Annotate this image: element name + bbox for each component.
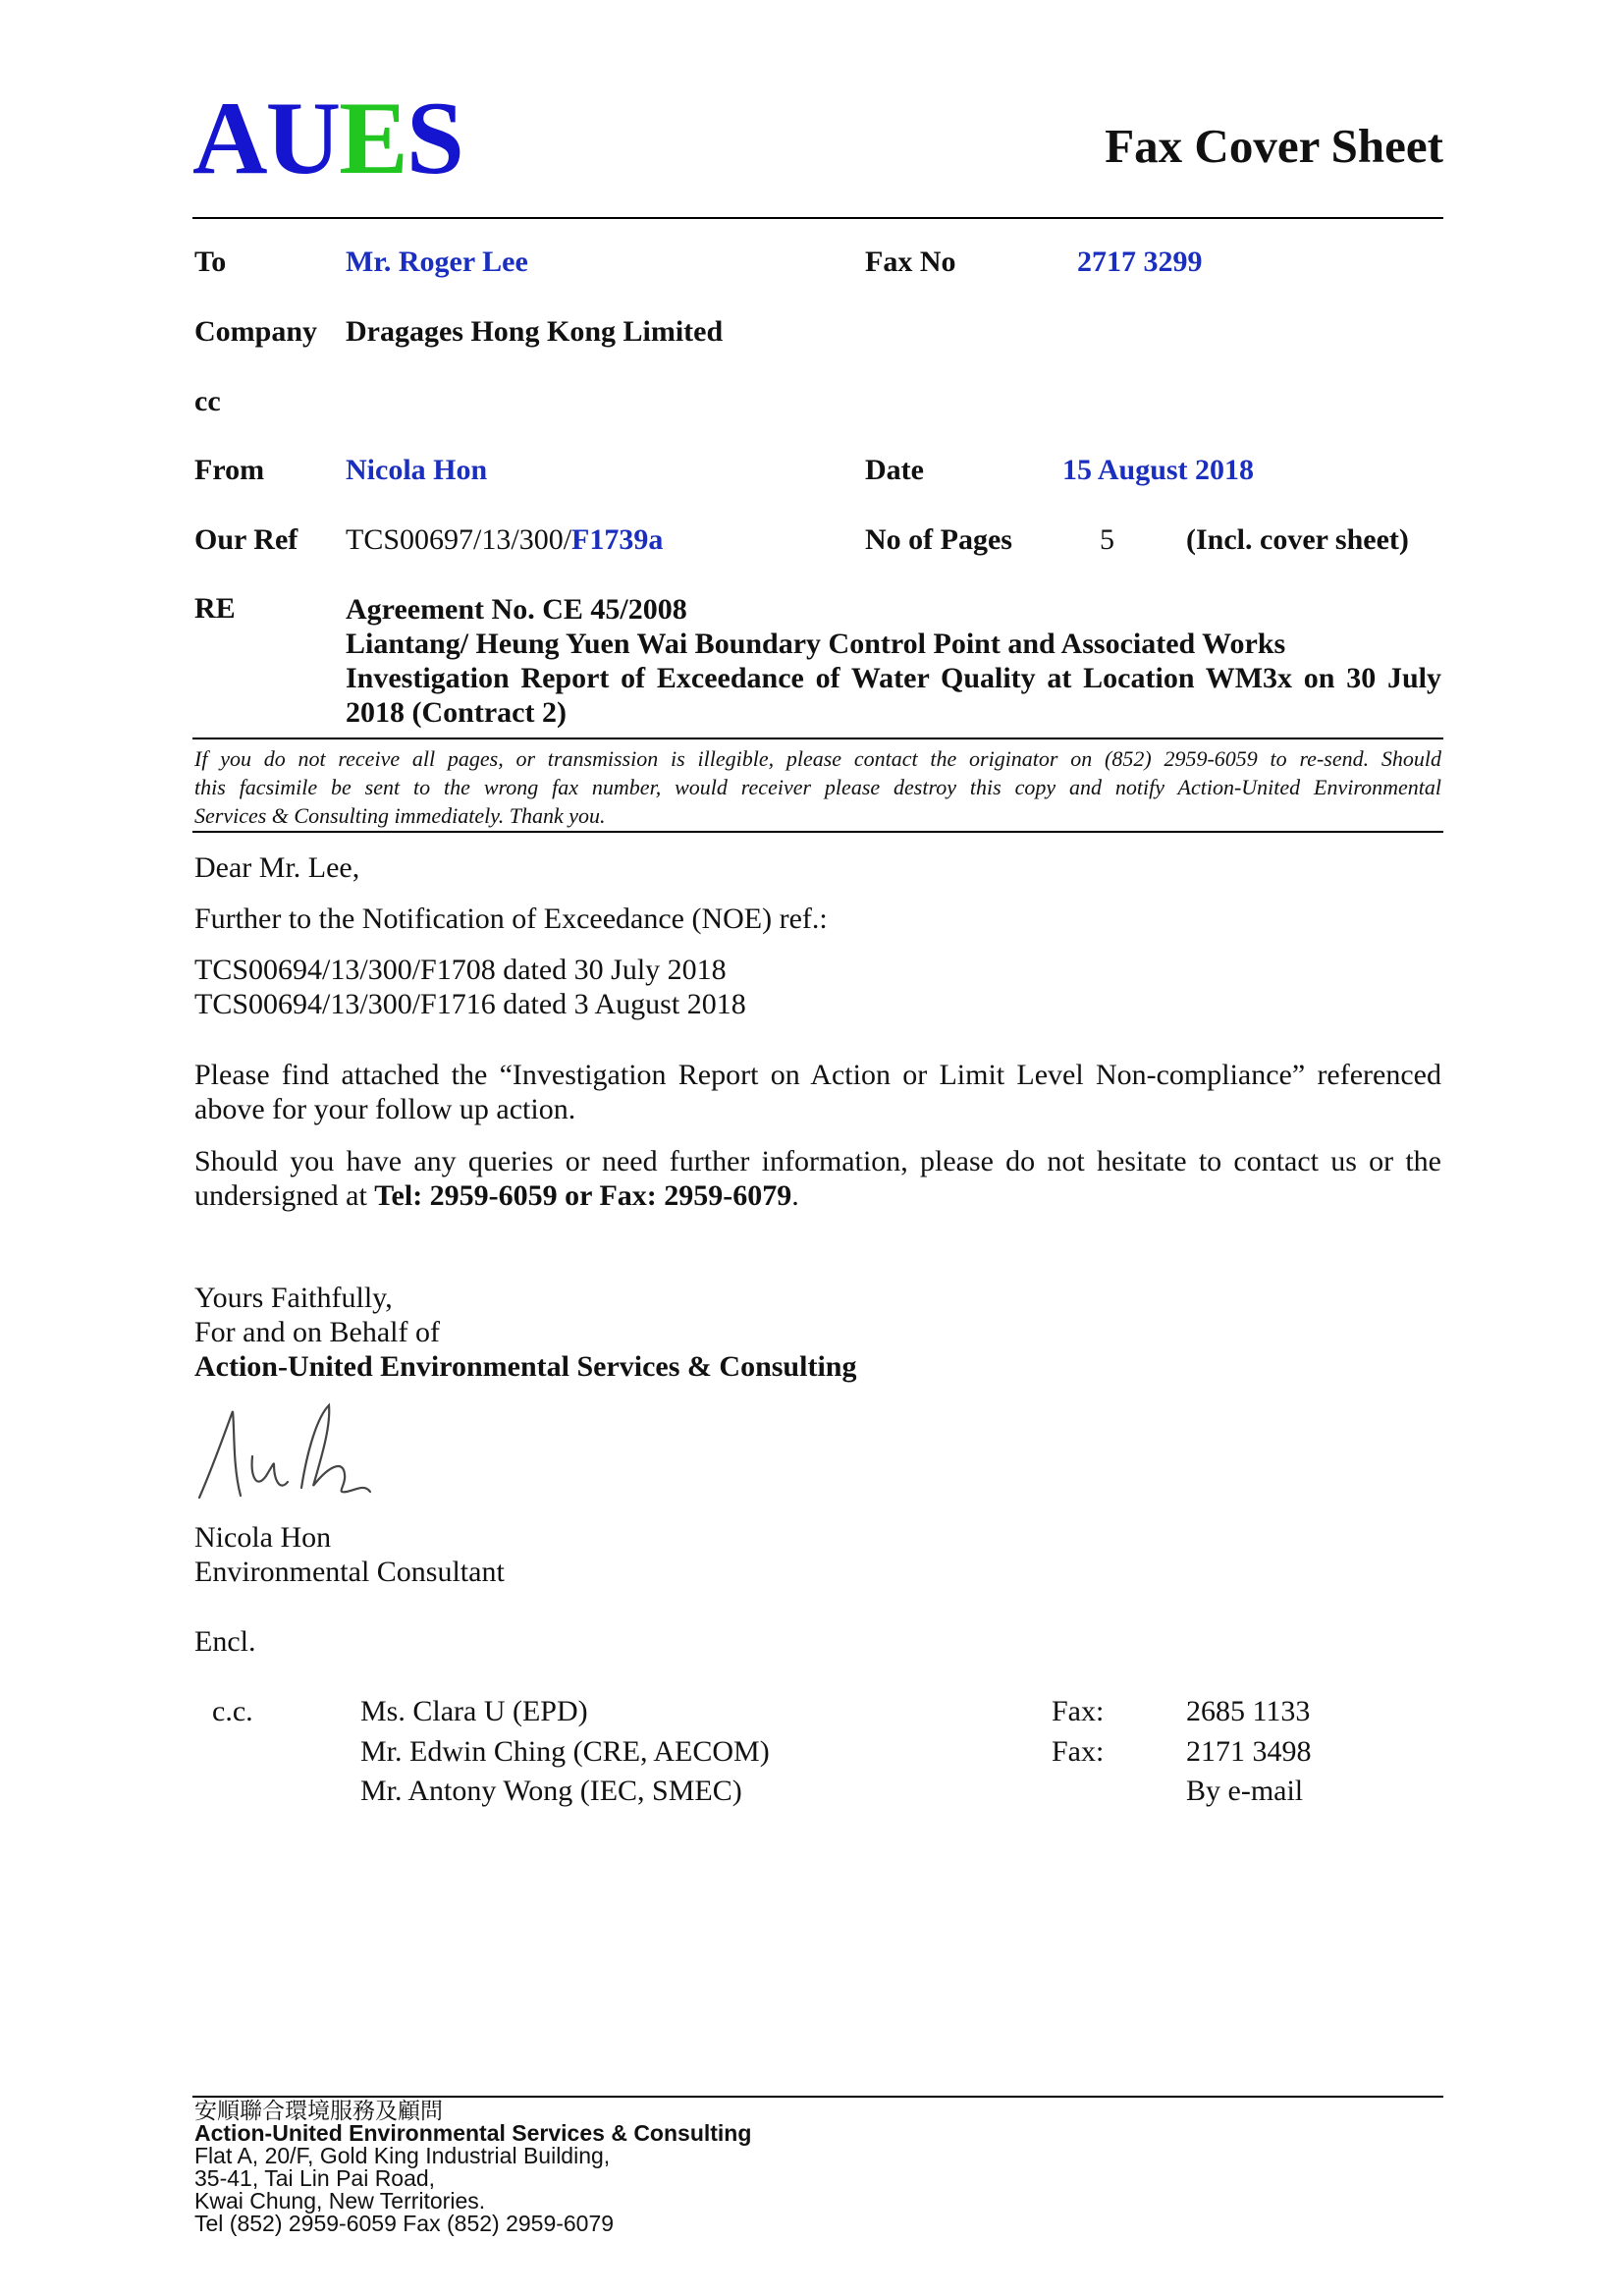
disclaimer-line: this facsimile be sent to the wrong fax number, would receiver please destroy this copy and notify Action-United Environmental	[194, 775, 1441, 799]
to-label: To	[194, 246, 227, 278]
signer-name: Nicola Hon	[194, 1521, 332, 1554]
logo-letter: E	[339, 81, 406, 195]
date-value: 15 August 2018	[1062, 454, 1255, 486]
company-logo	[192, 81, 462, 195]
pages-note: (Incl. cover sheet)	[1186, 523, 1409, 556]
pages-value: 5	[1100, 523, 1114, 556]
on-behalf: For and on Behalf of	[194, 1316, 440, 1348]
date-label: Date	[865, 454, 924, 486]
re-subject	[346, 592, 1441, 730]
footer-company: Action-United Environmental Services & Consulting	[194, 2120, 752, 2146]
cc-recipient-method: Fax:	[1052, 1735, 1105, 1768]
cc-list-label: c.c.	[212, 1695, 253, 1727]
disclaimer-line: Services & Consulting immediately. Thank you.	[194, 803, 606, 828]
from-label: From	[194, 454, 265, 486]
sender-company: Action-United Environmental Services & Consulting	[194, 1350, 857, 1383]
re-line: 2018 (Contract 2)	[346, 696, 567, 729]
page-title: Fax Cover Sheet	[1105, 119, 1443, 173]
cc-recipient-number: By e-mail	[1186, 1775, 1304, 1807]
cc-label: cc	[194, 385, 221, 417]
footer-line: Flat A, 20/F, Gold King Industrial Building,	[194, 2143, 611, 2168]
paragraph-line: Should you have any queries or need further information, please do not hesitate to contact us or the	[194, 1145, 1441, 1177]
footer-line: Kwai Chung, New Territories.	[194, 2188, 486, 2214]
to-value: Mr. Roger Lee	[346, 246, 528, 278]
intro-text: Further to the Notification of Exceedance (NOE) ref.:	[194, 902, 828, 935]
header-divider	[192, 217, 1443, 219]
salutation: Dear Mr. Lee,	[194, 851, 360, 884]
logo-letter: S	[406, 81, 462, 195]
paragraph-line: above for your follow up action.	[194, 1093, 576, 1125]
disclaimer-divider	[192, 831, 1443, 833]
signer-title: Environmental Consultant	[194, 1556, 505, 1588]
contact-text: undersigned at	[194, 1179, 375, 1212]
cc-recipient-name: Mr. Edwin Ching (CRE, AECOM)	[360, 1735, 770, 1768]
cc-recipient-name: Mr. Antony Wong (IEC, SMEC)	[360, 1775, 742, 1807]
cc-recipient-method: Fax:	[1052, 1695, 1105, 1727]
faxno-value: 2717 3299	[1077, 246, 1203, 278]
disclaimer-line: If you do not receive all pages, or transmission is illegible, please contact the originator on (852) 2959-6059 to re-send. Should	[194, 746, 1441, 771]
contact-numbers: Tel: 2959-6059 or Fax: 2959-6079	[374, 1179, 792, 1212]
enclosure: Encl.	[194, 1625, 256, 1658]
paragraph-line	[194, 1178, 1441, 1213]
ourref-prefix: TCS00697/13/300/	[346, 523, 572, 556]
signature-image	[191, 1390, 407, 1507]
footer-line: Tel (852) 2959-6059 Fax (852) 2959-6079	[194, 2211, 615, 2236]
paragraph-line: Please find attached the “Investigation Report on Action or Limit Level Non-compliance” referenced	[194, 1059, 1441, 1091]
cc-recipient-number: 2171 3498	[1186, 1735, 1312, 1768]
ourref-label: Our Ref	[194, 523, 298, 556]
cc-recipient-name: Ms. Clara U (EPD)	[360, 1695, 588, 1727]
company-label: Company	[194, 315, 318, 348]
logo-letter: A	[192, 81, 266, 195]
footer-address	[194, 2100, 751, 2235]
contact-paragraph	[194, 1144, 1441, 1213]
footer-line: 35-41, Tai Lin Pai Road,	[194, 2165, 436, 2191]
contact-period: .	[791, 1179, 799, 1212]
re-line: Investigation Report of Exceedance of Water Quality at Location WM3x on 30 July	[346, 662, 1441, 694]
re-line: Liantang/ Heung Yuen Wai Boundary Control Point and Associated Works	[346, 628, 1286, 660]
noe-reference: TCS00694/13/300/F1708 dated 30 July 2018	[194, 954, 727, 986]
attachment-paragraph	[194, 1058, 1441, 1126]
from-value: Nicola Hon	[346, 454, 488, 486]
re-line: Agreement No. CE 45/2008	[346, 593, 687, 626]
faxno-label: Fax No	[865, 246, 956, 278]
ourref-value	[346, 523, 663, 557]
re-divider	[192, 738, 1443, 739]
re-label: RE	[194, 592, 236, 625]
footer-chinese-name: 安順聯合環境服務及顧問	[194, 2098, 443, 2123]
company-value: Dragages Hong Kong Limited	[346, 315, 724, 348]
cc-recipient-number: 2685 1133	[1186, 1695, 1311, 1727]
disclaimer	[194, 744, 1441, 830]
ourref-suffix: F1739a	[571, 523, 664, 556]
logo-letter: U	[265, 81, 340, 195]
noe-reference: TCS00694/13/300/F1716 dated 3 August 2018	[194, 988, 746, 1020]
closing: Yours Faithfully,	[194, 1282, 393, 1314]
pages-label: No of Pages	[865, 523, 1012, 556]
